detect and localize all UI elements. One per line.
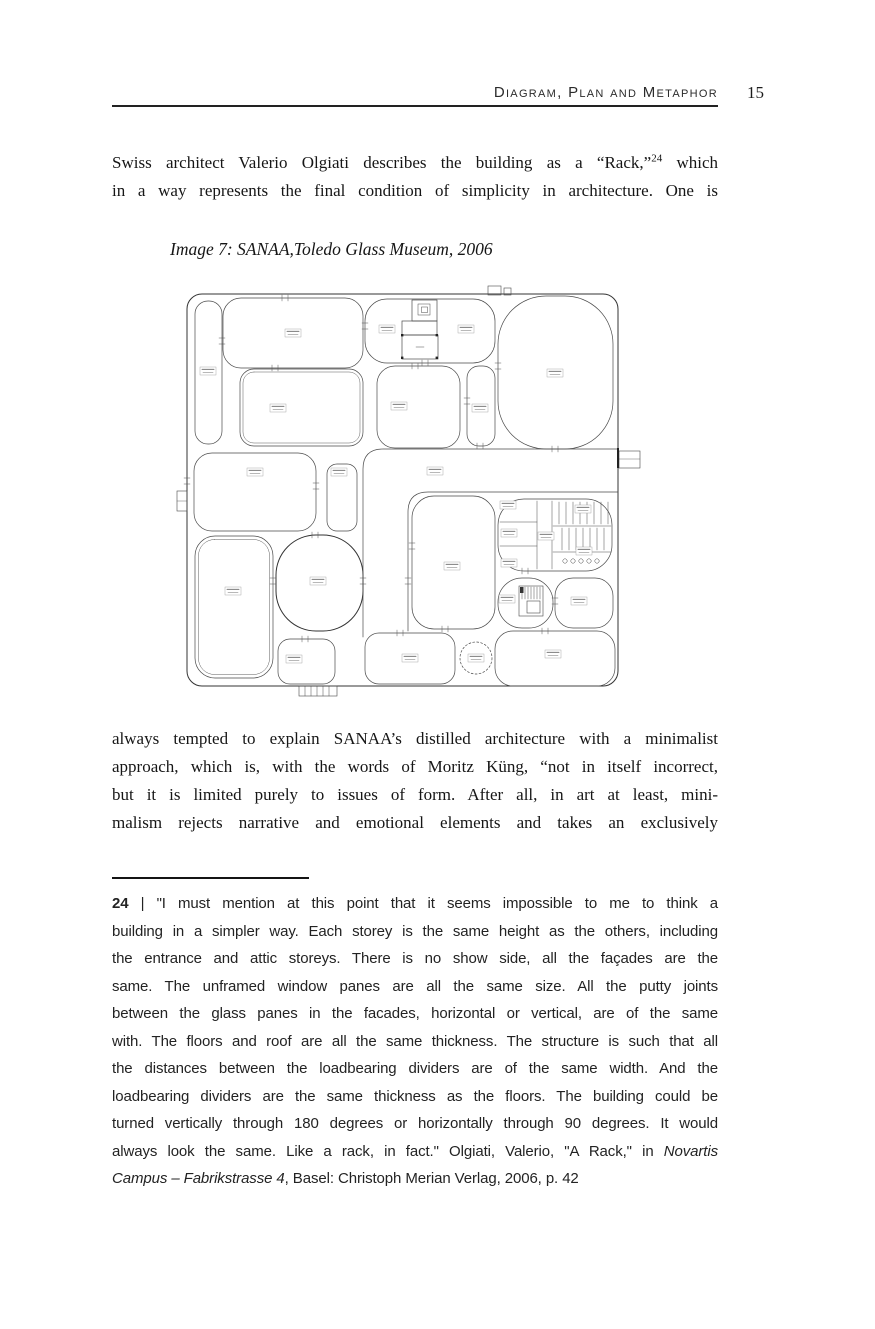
running-header-title: Diagram, Plan and Metaphor <box>493 84 718 101</box>
text-line: same. The unframed window panes are all the same size. All the putty joints <box>112 977 718 995</box>
header-rule <box>112 105 718 107</box>
text-line: but it is limited purely to issues of form. After all, in art at least, mini- <box>112 785 718 804</box>
text-line: the entrance and attic storeys. There is no show side, all the façades are the <box>112 950 718 967</box>
text-line: turned vertically through 180 degrees or horizontally through 90 degrees. It would <box>112 1115 718 1132</box>
text-line: with. The floors and roof are all the same thickness. The structure is such that all <box>112 1032 718 1050</box>
text-line: always tempted to explain SANAA’s distilled architecture with a minimalist <box>112 729 718 748</box>
text-line: between the glass panes in the facades, horizontal or vertical, are of the same <box>112 1005 718 1022</box>
plan-room-labels <box>200 325 592 663</box>
figure-caption: Image 7: SANAA,Toledo Glass Museum, 2006 <box>170 239 493 259</box>
text-line: 24 | "I must mention at this point that it seems impossible to me to think a <box>112 895 718 912</box>
text-line: Swiss architect Valerio Olgiati describes the building as a “Rack,”$^{24}$ which <box>112 152 718 172</box>
plan-entry-protrusions <box>177 286 640 696</box>
plan-outer-boundary <box>187 294 618 686</box>
text-line: loadbearing dividers are the same thickness as the floors. The building could be <box>112 1087 718 1105</box>
paragraph-top <box>112 149 718 205</box>
plan-small-stair-core <box>519 586 543 616</box>
footnote-separator-rule <box>112 877 309 879</box>
footnote-24 <box>112 890 718 1193</box>
text-line: in a way represents the final condition of simplicity in architecture. One is <box>112 181 718 200</box>
plan-stair-elevator-core <box>401 300 438 359</box>
text-line: building in a simpler way. Each storey is the same height as the others, including <box>112 922 718 940</box>
plan-rooms <box>194 296 618 686</box>
text-line: always look the same. Like a rack, in fact." Olgiati, Valerio, "A Rack," in Novartis <box>112 1142 718 1160</box>
text-line: approach, which is, with the words of Moritz Küng, “not in itself incorrect, <box>112 757 718 776</box>
text-line: malism rejects narrative and emotional elements and takes an exclusively <box>112 813 718 832</box>
page-number: 15 <box>747 83 764 102</box>
text-line: the distances between the loadbearing dividers are of the same width. And the <box>112 1060 718 1077</box>
figure-floor-plan <box>175 281 675 701</box>
floor-plan-image <box>175 281 675 701</box>
paragraph-bottom <box>112 725 718 837</box>
text-line: Campus – Fabrikstrasse 4, Basel: Christoph Merian Verlag, 2006, p. 42 <box>112 1170 579 1187</box>
